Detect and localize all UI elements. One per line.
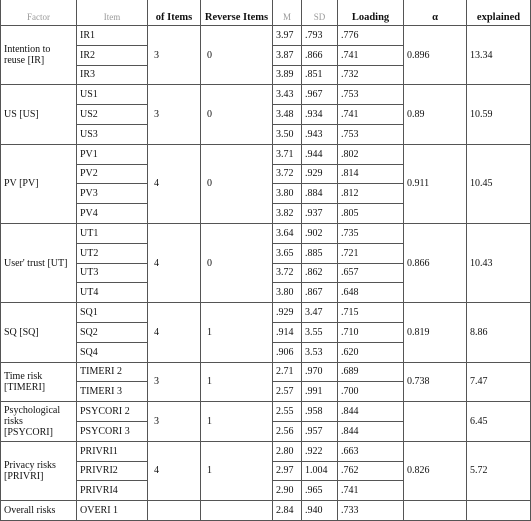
explained-cell: 10.59 (467, 85, 531, 144)
table-row (1, 303, 531, 323)
loading-cell: .721 (338, 243, 404, 263)
item-cell: US1 (77, 85, 148, 105)
loading-cell: .741 (338, 481, 404, 501)
explained-cell: 10.43 (467, 223, 531, 302)
num-items-cell: 3 (148, 402, 201, 442)
loading-cell: .715 (338, 303, 404, 323)
sd-cell: .902 (302, 223, 338, 243)
factor-name-cell: User' trust [UT] (1, 223, 77, 302)
factor-name-cell: Intention to reuse [IR] (1, 26, 77, 85)
mean-cell: 2.57 (273, 382, 302, 402)
table-row (1, 402, 531, 422)
table-row (1, 144, 531, 164)
sd-cell: .991 (302, 382, 338, 402)
mean-cell: .906 (273, 342, 302, 362)
loading-cell: .753 (338, 85, 404, 105)
alpha-cell: 0.866 (404, 223, 467, 302)
loading-cell: .812 (338, 184, 404, 204)
loading-cell: .844 (338, 421, 404, 441)
reverse-items-cell: 1 (201, 362, 273, 402)
mean-cell: 3.48 (273, 105, 302, 125)
header-explained: explained (467, 0, 531, 26)
sd-cell: .929 (302, 164, 338, 184)
table-row (1, 223, 531, 243)
loading-cell: .844 (338, 402, 404, 422)
item-cell: PRIVRI2 (77, 461, 148, 481)
item-cell: TIMERI 3 (77, 382, 148, 402)
num-items-cell: 3 (148, 362, 201, 402)
mean-cell: 3.97 (273, 26, 302, 46)
item-cell: SQ2 (77, 322, 148, 342)
explained-cell (467, 501, 531, 521)
mean-cell: 3.80 (273, 184, 302, 204)
loading-cell: .648 (338, 283, 404, 303)
sd-cell: .957 (302, 421, 338, 441)
mean-cell: 2.71 (273, 362, 302, 382)
sd-cell: .943 (302, 124, 338, 144)
sd-cell: .922 (302, 441, 338, 461)
reverse-items-cell (201, 501, 273, 521)
mean-cell: 3.87 (273, 45, 302, 65)
sd-cell: .793 (302, 26, 338, 46)
header-num-items: of Items (148, 0, 201, 26)
reverse-items-cell: 1 (201, 402, 273, 442)
sd-cell: .944 (302, 144, 338, 164)
mean-cell: 2.97 (273, 461, 302, 481)
sd-cell: .884 (302, 184, 338, 204)
sd-cell: .967 (302, 85, 338, 105)
num-items-cell: 4 (148, 303, 201, 362)
num-items-cell: 3 (148, 26, 201, 85)
item-cell: UT4 (77, 283, 148, 303)
sd-cell: .934 (302, 105, 338, 125)
sd-cell: .866 (302, 45, 338, 65)
reverse-items-cell: 0 (201, 223, 273, 302)
alpha-cell: 0.896 (404, 26, 467, 85)
sd-cell: 1.004 (302, 461, 338, 481)
loading-cell: .710 (338, 322, 404, 342)
mean-cell: .914 (273, 322, 302, 342)
loading-cell: .663 (338, 441, 404, 461)
table-row (1, 26, 531, 46)
loading-cell: .805 (338, 204, 404, 224)
loading-cell: .620 (338, 342, 404, 362)
sd-cell: .958 (302, 402, 338, 422)
table-row (1, 85, 531, 105)
mean-cell: 3.64 (273, 223, 302, 243)
sd-cell: 3.47 (302, 303, 338, 323)
sd-cell: 3.55 (302, 322, 338, 342)
item-cell: PV1 (77, 144, 148, 164)
num-items-cell: 3 (148, 85, 201, 144)
reverse-items-cell: 0 (201, 144, 273, 223)
item-cell: UT2 (77, 243, 148, 263)
alpha-cell (404, 402, 467, 442)
header-factor: Factor (1, 0, 77, 26)
loading-cell: .762 (338, 461, 404, 481)
num-items-cell (148, 501, 201, 521)
factor-name-cell: PV [PV] (1, 144, 77, 223)
header-reverse-items: Reverse Items (201, 0, 273, 26)
alpha-cell: 0.89 (404, 85, 467, 144)
sd-cell: .965 (302, 481, 338, 501)
loading-cell: .802 (338, 144, 404, 164)
loading-cell: .689 (338, 362, 404, 382)
explained-cell: 10.45 (467, 144, 531, 223)
alpha-cell: 0.826 (404, 441, 467, 500)
mean-cell: 2.90 (273, 481, 302, 501)
loading-cell: .700 (338, 382, 404, 402)
alpha-cell: 0.738 (404, 362, 467, 402)
loading-cell: .741 (338, 45, 404, 65)
sd-cell: .851 (302, 65, 338, 85)
mean-cell: 2.55 (273, 402, 302, 422)
item-cell: UT3 (77, 263, 148, 283)
loading-cell: .732 (338, 65, 404, 85)
table-row (1, 362, 531, 382)
item-cell: PRIVRI1 (77, 441, 148, 461)
item-cell: PV2 (77, 164, 148, 184)
factor-name-cell: Overall risks (1, 501, 77, 521)
item-cell: OVERI 1 (77, 501, 148, 521)
mean-cell: 2.84 (273, 501, 302, 521)
header-mean: M (273, 0, 302, 26)
mean-cell: 3.65 (273, 243, 302, 263)
mean-cell: 3.80 (273, 283, 302, 303)
explained-cell: 7.47 (467, 362, 531, 402)
loading-cell: .657 (338, 263, 404, 283)
header-alpha: α (404, 0, 467, 26)
loading-cell: .753 (338, 124, 404, 144)
mean-cell: 3.43 (273, 85, 302, 105)
item-cell: US3 (77, 124, 148, 144)
sd-cell: .867 (302, 283, 338, 303)
factor-name-cell: Time risk [TIMERI] (1, 362, 77, 402)
loading-cell: .814 (338, 164, 404, 184)
mean-cell: 2.56 (273, 421, 302, 441)
mean-cell: 3.82 (273, 204, 302, 224)
alpha-cell (404, 501, 467, 521)
table-row (1, 501, 531, 521)
item-cell: SQ1 (77, 303, 148, 323)
sd-cell: .937 (302, 204, 338, 224)
item-cell: UT1 (77, 223, 148, 243)
explained-cell: 6.45 (467, 402, 531, 442)
loading-cell: .735 (338, 223, 404, 243)
mean-cell: .929 (273, 303, 302, 323)
sd-cell: .862 (302, 263, 338, 283)
mean-cell: 3.72 (273, 164, 302, 184)
reverse-items-cell: 1 (201, 441, 273, 500)
mean-cell: 3.50 (273, 124, 302, 144)
item-cell: IR3 (77, 65, 148, 85)
loading-cell: .733 (338, 501, 404, 521)
item-cell: TIMERI 2 (77, 362, 148, 382)
explained-cell: 8.86 (467, 303, 531, 362)
sd-cell: 3.53 (302, 342, 338, 362)
alpha-cell: 0.819 (404, 303, 467, 362)
loading-cell: .741 (338, 105, 404, 125)
item-cell: IR1 (77, 26, 148, 46)
mean-cell: 3.71 (273, 144, 302, 164)
factor-name-cell: SQ [SQ] (1, 303, 77, 362)
reverse-items-cell: 0 (201, 85, 273, 144)
header-loading: Loading (338, 0, 404, 26)
alpha-cell: 0.911 (404, 144, 467, 223)
loading-cell: .776 (338, 26, 404, 46)
mean-cell: 3.89 (273, 65, 302, 85)
sd-cell: .940 (302, 501, 338, 521)
mean-cell: 2.80 (273, 441, 302, 461)
table-header-row (1, 0, 531, 26)
mean-cell: 3.72 (273, 263, 302, 283)
item-cell: PRIVRI4 (77, 481, 148, 501)
item-cell: PV3 (77, 184, 148, 204)
table-row (1, 441, 531, 461)
num-items-cell: 4 (148, 223, 201, 302)
sd-cell: .970 (302, 362, 338, 382)
explained-cell: 13.34 (467, 26, 531, 85)
num-items-cell: 4 (148, 144, 201, 223)
reverse-items-cell: 0 (201, 26, 273, 85)
item-cell: IR2 (77, 45, 148, 65)
item-cell: US2 (77, 105, 148, 125)
num-items-cell: 4 (148, 441, 201, 500)
sd-cell: .885 (302, 243, 338, 263)
item-cell: PSYCORI 2 (77, 402, 148, 422)
item-cell: PSYCORI 3 (77, 421, 148, 441)
factor-name-cell: US [US] (1, 85, 77, 144)
explained-cell: 5.72 (467, 441, 531, 500)
item-cell: PV4 (77, 204, 148, 224)
reverse-items-cell: 1 (201, 303, 273, 362)
header-sd: SD (302, 0, 338, 26)
factor-name-cell: Psychological risks [PSYCORI] (1, 402, 77, 442)
factor-name-cell: Privacy risks [PRIVRI] (1, 441, 77, 500)
item-cell: SQ4 (77, 342, 148, 362)
header-item: Item (77, 0, 148, 26)
